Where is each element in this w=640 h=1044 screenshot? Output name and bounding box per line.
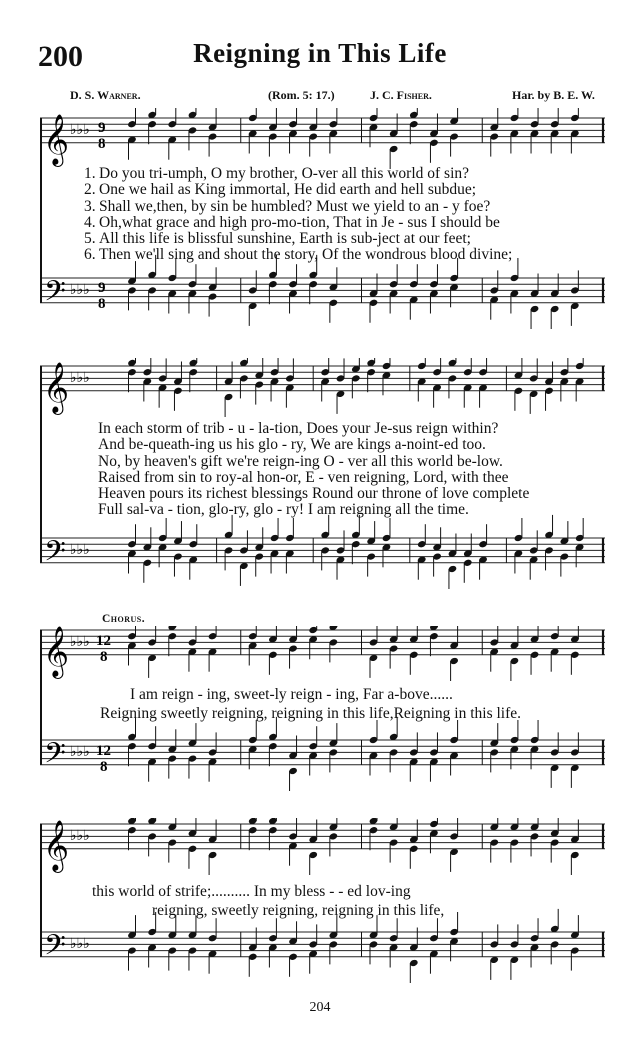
credit-scripture: (Rom. 5: 17.) bbox=[268, 88, 335, 102]
treble-clef-icon: 𝄞 bbox=[43, 820, 70, 871]
system4-lyric-upper: this world of strife;.......... In my bless - - ed lov-ing bbox=[92, 883, 411, 900]
treble-staff bbox=[40, 824, 605, 849]
treble-staff bbox=[40, 118, 605, 143]
key-signature-treble: ♭♭♭ bbox=[70, 122, 90, 138]
verse-line: Raised from sin to roy-al hon-or, E - ven reigning, Lord, with thee bbox=[98, 468, 509, 486]
time-signature-treble-top: 12 bbox=[96, 633, 111, 649]
verse-line: Heaven pours its richest blessings Round our throne of love complete bbox=[98, 485, 530, 503]
credit-harmony: Har. by B. E. W. bbox=[512, 88, 595, 102]
treble-clef-icon: 𝄞 bbox=[43, 362, 70, 413]
verse-line: 1. Do you tri-umph, O my brother, O-ver all this world of sin? bbox=[84, 165, 470, 182]
key-signature-treble: ♭♭♭ bbox=[70, 828, 90, 844]
hymn-title: Reigning in This Life bbox=[193, 38, 447, 68]
treble-staff bbox=[40, 366, 605, 391]
bass-clef-icon: 𝄢 bbox=[44, 275, 66, 315]
time-signature-bass-bottom: 8 bbox=[100, 759, 108, 775]
time-signature-bass-bottom: 8 bbox=[98, 296, 106, 312]
credit-author: D. S. Warner. bbox=[70, 88, 141, 102]
time-signature-bass-top: 12 bbox=[96, 743, 111, 759]
verse-block-2 bbox=[98, 421, 529, 519]
verse-line: 3. Shall we,then, by sin be humbled? Must we yield to an - y foe? bbox=[84, 197, 491, 215]
treble-staff bbox=[40, 630, 605, 655]
chorus-lyric-upper: I am reign - ing, sweet-ly reign - ing, Far a-bove...... bbox=[130, 686, 453, 703]
time-signature-bass-top: 9 bbox=[98, 280, 106, 296]
bass-clef-icon: 𝄢 bbox=[44, 737, 66, 777]
key-signature-treble: ♭♭♭ bbox=[70, 370, 90, 386]
verse-line: Full sal-va - tion, glo-ry, glo - ry! I am reigning all the time. bbox=[98, 501, 469, 519]
hymn-number: 200 bbox=[38, 40, 83, 73]
treble-clef-icon: 𝄞 bbox=[43, 114, 70, 165]
verse-line: And be-queath-ing us his glo - ry, We are kings a-noint-ed too. bbox=[98, 436, 486, 454]
time-signature-treble-top: 9 bbox=[98, 120, 106, 136]
verse-line: 5. All this life is blissful sunshine, Earth is sub-ject at our feet; bbox=[84, 230, 471, 248]
key-signature-bass: ♭♭♭ bbox=[70, 282, 90, 298]
credit-composer: J. C. Fisher. bbox=[370, 88, 432, 102]
bass-staff bbox=[40, 932, 605, 957]
verse-line: 4. Oh,what grace and high pro-mo-tion, That in Je - sus I should be bbox=[84, 213, 500, 231]
verse-line: In each storm of trib - u - la-tion, Does your Je-sus reign within? bbox=[98, 420, 499, 437]
key-signature-bass: ♭♭♭ bbox=[70, 744, 90, 760]
bass-clef-icon: 𝄢 bbox=[44, 535, 66, 575]
verse-line: No, by heaven's gift we're reign-ing O - ver all this world be-low. bbox=[98, 452, 503, 470]
time-signature-treble-bottom: 8 bbox=[100, 649, 108, 665]
time-signature-treble-bottom: 8 bbox=[98, 136, 106, 152]
key-signature-treble: ♭♭♭ bbox=[70, 634, 90, 650]
bass-clef-icon: 𝄢 bbox=[44, 929, 66, 969]
page-number: 204 bbox=[309, 1000, 331, 1015]
chorus-lyric-lower: Reigning sweetly reigning, reigning in this life,Reigning in this life. bbox=[100, 705, 522, 722]
verse-block-1 bbox=[84, 166, 512, 264]
bass-staff bbox=[40, 740, 605, 765]
verse-line: 6. Then we'll sing and shout the story, Of the wondrous blood divine; bbox=[84, 246, 513, 264]
bass-staff bbox=[40, 278, 605, 303]
key-signature-bass: ♭♭♭ bbox=[70, 542, 90, 558]
credits-line bbox=[50, 88, 610, 104]
chorus-label: Chorus. bbox=[102, 613, 146, 625]
treble-clef-icon: 𝄞 bbox=[43, 626, 70, 677]
system4-lyric-lower: reigning, sweetly reigning, reigning in this life, bbox=[152, 902, 445, 919]
verse-line: 2. One we hail as King immortal, He did earth and hell subdue; bbox=[84, 181, 477, 199]
key-signature-bass: ♭♭♭ bbox=[70, 936, 90, 952]
